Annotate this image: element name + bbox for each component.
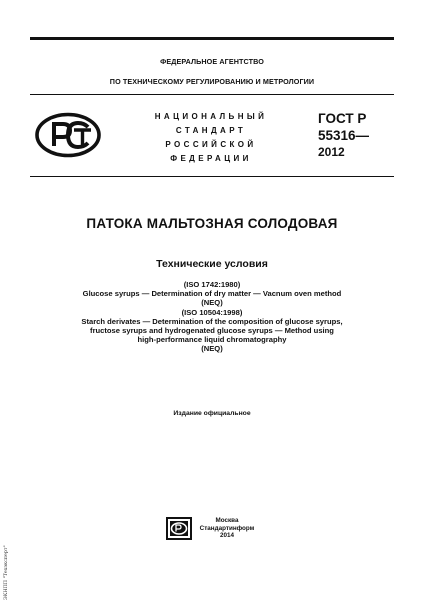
international-references xyxy=(40,280,384,354)
standard-type-line-1: НАЦИОНАЛЬНЫЙ xyxy=(154,112,268,121)
edition-note: Издание официальное xyxy=(173,410,251,417)
document-title: ПАТОКА МАЛЬТОЗНАЯ СОЛОДОВАЯ xyxy=(86,216,338,231)
reference-line: (ISO 1742:1980) xyxy=(183,280,241,289)
agency-line-1: ФЕДЕРАЛЬНОЕ АГЕНТСТВО xyxy=(160,57,264,66)
reference-line: (ISO 10504:1998) xyxy=(181,307,243,317)
reference-line: (NEQ) xyxy=(201,344,223,354)
title-rule xyxy=(30,176,394,177)
reference-line: Glucose syrups — Determination of dry matter — Vacnum oven method xyxy=(82,289,342,299)
standard-type-line-3: РОССИЙСКОЙ xyxy=(165,140,257,149)
side-watermark-text: ЭКНПП "Техэксперт" xyxy=(4,545,9,600)
designation-year: 2012 xyxy=(318,145,345,159)
standard-type-line-2: СТАНДАРТ xyxy=(175,126,247,135)
top-rule xyxy=(30,37,394,40)
publisher-name: Стандартинформ xyxy=(199,524,255,532)
reference-line: high-performance liquid chromatography xyxy=(137,335,287,345)
agency-line-2: ПО ТЕХНИЧЕСКОМУ РЕГУЛИРОВАНИЮ И МЕТРОЛОГИИ xyxy=(109,77,315,86)
publisher-logo-icon xyxy=(166,517,196,541)
document-subtitle: Технические условия xyxy=(156,258,268,270)
designation-number: 55316— xyxy=(318,127,370,143)
reference-line: Starch derivates — Determination of the composition of glucose syrups, xyxy=(81,316,343,326)
designation-prefix: ГОСТ Р xyxy=(318,111,367,126)
standard-designation xyxy=(318,111,388,161)
publisher-block xyxy=(196,517,258,540)
reference-line: (NEQ) xyxy=(201,298,223,308)
standard-type-block xyxy=(148,110,274,166)
header-rule xyxy=(30,94,394,95)
rst-certification-logo xyxy=(34,112,102,158)
publisher-city: Москва xyxy=(215,517,239,524)
standard-type-line-4: ФЕДЕРАЦИИ xyxy=(170,154,252,163)
reference-line: fructose syrups and hydrogenated glucose syrups — Method using xyxy=(90,326,334,336)
publisher-year: 2014 xyxy=(219,532,234,540)
